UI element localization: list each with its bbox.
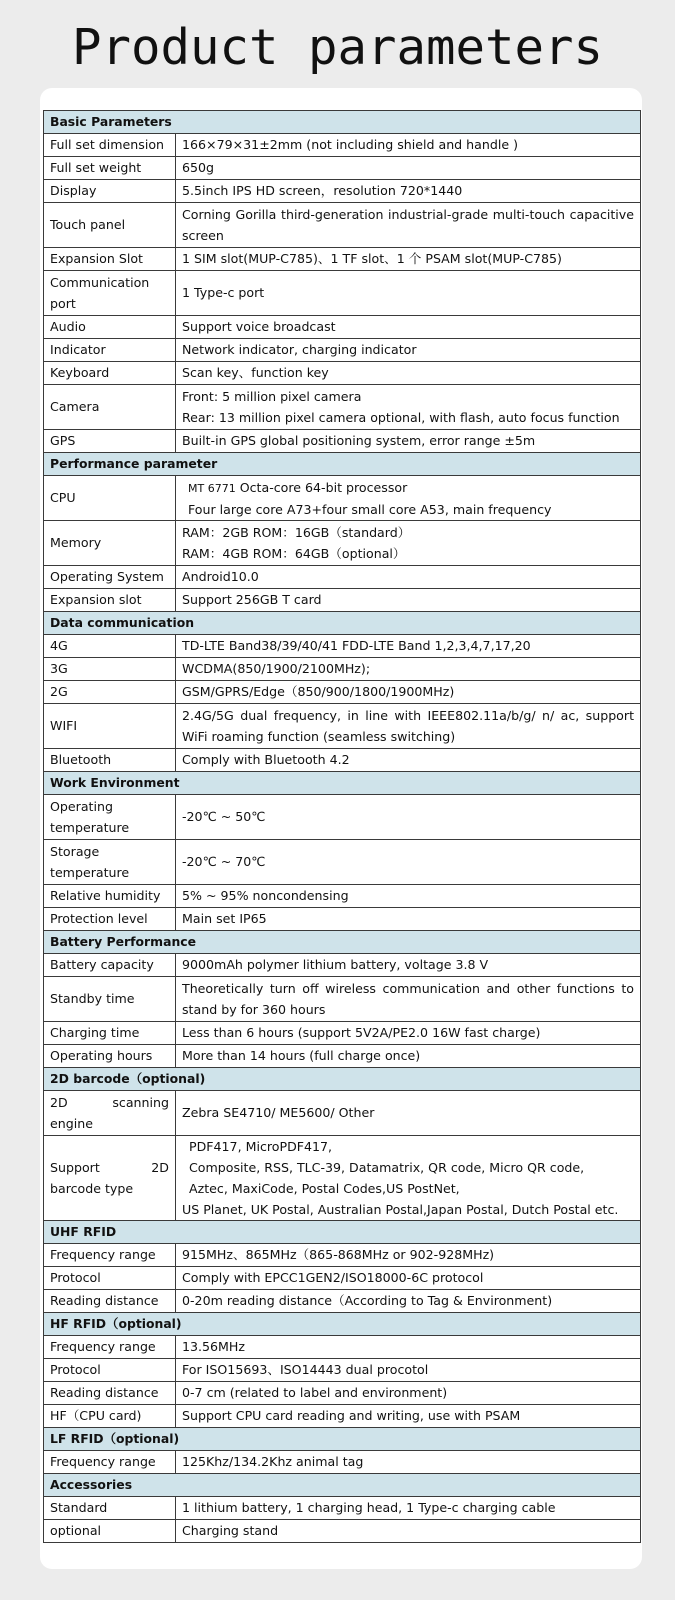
row-value: Main set IP65 <box>176 908 641 931</box>
row-label: Reading distance <box>44 1290 176 1313</box>
table-row <box>44 1022 641 1045</box>
row-value: 1 lithium battery, 1 charging head, 1 Type-c charging cable <box>176 1497 641 1520</box>
row-value: 1 Type-c port <box>176 271 641 316</box>
section-header <box>44 772 641 795</box>
row-label: Audio <box>44 316 176 339</box>
cpu-desc: Octa-core 64-bit processor <box>235 479 408 495</box>
section-title: Work Environment <box>44 772 641 795</box>
section-header <box>44 1068 641 1091</box>
table-row <box>44 203 641 248</box>
row-value: Less than 6 hours (support 5V2A/PE2.0 16W fast charge) <box>176 1022 641 1045</box>
table-row <box>44 1136 641 1221</box>
table-row <box>44 749 641 772</box>
value-line: Rear: 13 million pixel camera optional, with flash, auto focus function <box>182 410 620 425</box>
table-row <box>44 316 641 339</box>
table-row <box>44 521 641 566</box>
table-row <box>44 1244 641 1267</box>
row-label: CPU <box>44 476 176 521</box>
section-header <box>44 453 641 476</box>
table-row <box>44 908 641 931</box>
value-line <box>188 477 634 499</box>
row-label: Storage temperature <box>44 840 176 885</box>
row-label: Bluetooth <box>44 749 176 772</box>
row-value: More than 14 hours (full charge once) <box>176 1045 641 1068</box>
row-label: 2G <box>44 681 176 704</box>
row-label: Frequency range <box>44 1451 176 1474</box>
table-row <box>44 1359 641 1382</box>
row-value: Zebra SE4710/ ME5600/ Other <box>176 1091 641 1136</box>
section-title: Basic Parameters <box>44 111 641 134</box>
row-label: Expansion Slot <box>44 248 176 271</box>
section-title: 2D barcode（optional) <box>44 1068 641 1091</box>
table-row <box>44 271 641 316</box>
row-value: Scan key、function key <box>176 362 641 385</box>
table-row <box>44 589 641 612</box>
value-line: RAM：2GB ROM：16GB（standard） <box>182 525 411 540</box>
section-title: Battery Performance <box>44 931 641 954</box>
section-title: Data communication <box>44 612 641 635</box>
table-row <box>44 430 641 453</box>
row-label: Protection level <box>44 908 176 931</box>
spec-table <box>43 110 641 1543</box>
table-row <box>44 180 641 203</box>
row-label: Memory <box>44 521 176 566</box>
table-row <box>44 1497 641 1520</box>
row-value: 9000mAh polymer lithium battery, voltage 3.8 V <box>176 954 641 977</box>
table-row <box>44 704 641 749</box>
row-value <box>176 385 641 430</box>
section-title: HF RFID（optional) <box>44 1313 641 1336</box>
row-label: optional <box>44 1520 176 1543</box>
row-label: Relative humidity <box>44 885 176 908</box>
row-value: Corning Gorilla third-generation industrial-grade multi-touch capacitive screen <box>176 203 641 248</box>
row-label: Charging time <box>44 1022 176 1045</box>
table-row <box>44 840 641 885</box>
row-value: GSM/GPRS/Edge（850/900/1800/1900MHz) <box>176 681 641 704</box>
value-line: Composite, RSS, TLC-39, Datamatrix, QR code, Micro QR code, <box>189 1160 585 1175</box>
row-value: -20℃ ~ 50℃ <box>176 795 641 840</box>
value-line: Aztec, MaxiCode, Postal Codes,US PostNet, <box>189 1181 460 1196</box>
table-row <box>44 134 641 157</box>
value-line: RAM：4GB ROM：64GB（optional） <box>182 546 406 561</box>
row-label: Protocol <box>44 1359 176 1382</box>
row-value <box>176 1136 641 1221</box>
page-title: Product parameters <box>71 19 603 76</box>
row-value: Support CPU card reading and writing, use with PSAM <box>176 1405 641 1428</box>
row-value: 1 SIM slot(MUP-C785)、1 TF slot、1 个 PSAM slot(MUP-C785) <box>176 248 641 271</box>
table-row <box>44 1091 641 1136</box>
row-value: 5.5inch IPS HD screen，resolution 720*1440 <box>176 180 641 203</box>
row-value: Support voice broadcast <box>176 316 641 339</box>
row-label: Display <box>44 180 176 203</box>
row-value: For ISO15693、ISO14443 dual procotol <box>176 1359 641 1382</box>
table-row <box>44 885 641 908</box>
table-row <box>44 1405 641 1428</box>
row-label: Operating hours <box>44 1045 176 1068</box>
row-value: 125Khz/134.2Khz animal tag <box>176 1451 641 1474</box>
section-title: Performance parameter <box>44 453 641 476</box>
row-value: 5% ~ 95% noncondensing <box>176 885 641 908</box>
section-header <box>44 931 641 954</box>
row-label: Touch panel <box>44 203 176 248</box>
row-label: WIFI <box>44 704 176 749</box>
row-label: Expansion slot <box>44 589 176 612</box>
table-row <box>44 635 641 658</box>
table-row <box>44 1451 641 1474</box>
table-row <box>44 1045 641 1068</box>
table-row <box>44 1382 641 1405</box>
row-value: Built-in GPS global positioning system, error range ±5m <box>176 430 641 453</box>
row-label: Protocol <box>44 1267 176 1290</box>
row-value: Comply with Bluetooth 4.2 <box>176 749 641 772</box>
row-label: Keyboard <box>44 362 176 385</box>
row-label: Standby time <box>44 977 176 1022</box>
row-label: Standard <box>44 1497 176 1520</box>
row-label: HF（CPU card) <box>44 1405 176 1428</box>
row-value: Charging stand <box>176 1520 641 1543</box>
table-row <box>44 1267 641 1290</box>
section-header <box>44 612 641 635</box>
value-line: PDF417, MicroPDF417, <box>189 1139 333 1154</box>
row-label: Frequency range <box>44 1244 176 1267</box>
row-value: TD-LTE Band38/39/40/41 FDD-LTE Band 1,2,3,4,7,17,20 <box>176 635 641 658</box>
row-value: Network indicator, charging indicator <box>176 339 641 362</box>
row-label: GPS <box>44 430 176 453</box>
table-row <box>44 795 641 840</box>
table-row <box>44 157 641 180</box>
row-label: 2D scanning engine <box>44 1091 176 1136</box>
value-line: Front: 5 million pixel camera <box>182 389 362 404</box>
section-header <box>44 111 641 134</box>
row-value: 13.56MHz <box>176 1336 641 1359</box>
table-row <box>44 566 641 589</box>
table-row <box>44 362 641 385</box>
table-row <box>44 1290 641 1313</box>
table-row <box>44 1520 641 1543</box>
row-value: 2.4G/5G dual frequency, in line with IEEE802.11a/b/g/ n/ ac, support WiFi roaming function (seamless switching) <box>176 704 641 749</box>
table-row <box>44 658 641 681</box>
row-label: Camera <box>44 385 176 430</box>
row-label: Operating temperature <box>44 795 176 840</box>
value-line: Four large core A73+four small core A53, main frequency <box>188 501 552 517</box>
table-row <box>44 248 641 271</box>
section-title: UHF RFID <box>44 1221 641 1244</box>
row-label: 3G <box>44 658 176 681</box>
row-label: Reading distance <box>44 1382 176 1405</box>
table-row <box>44 681 641 704</box>
row-label: Indicator <box>44 339 176 362</box>
section-header <box>44 1313 641 1336</box>
table-row <box>44 339 641 362</box>
row-label: Full set weight <box>44 157 176 180</box>
cpu-model: MT 6771 <box>188 481 236 495</box>
row-label: Frequency range <box>44 1336 176 1359</box>
row-label: Full set dimension <box>44 134 176 157</box>
row-value: 0-20m reading distance（According to Tag & Environment) <box>176 1290 641 1313</box>
table-row <box>44 385 641 430</box>
row-value: WCDMA(850/1900/2100MHz); <box>176 658 641 681</box>
section-header <box>44 1221 641 1244</box>
row-label: Support 2D barcode type <box>44 1136 176 1221</box>
row-label: Operating System <box>44 566 176 589</box>
row-label: 4G <box>44 635 176 658</box>
row-value: Android10.0 <box>176 566 641 589</box>
row-value <box>176 476 641 521</box>
section-title: LF RFID（optional) <box>44 1428 641 1451</box>
section-title: Accessories <box>44 1474 641 1497</box>
row-label: Battery capacity <box>44 954 176 977</box>
table-row <box>44 954 641 977</box>
table-row <box>44 476 641 521</box>
row-value: 0-7 cm (related to label and environment) <box>176 1382 641 1405</box>
row-value: 166×79×31±2mm (not including shield and handle ) <box>176 134 641 157</box>
row-value: Comply with EPCC1GEN2/ISO18000-6C protocol <box>176 1267 641 1290</box>
row-value: 915MHz、865MHz（865-868MHz or 902-928MHz) <box>176 1244 641 1267</box>
row-value: Theoretically turn off wireless communication and other functions to stand by for 360 hours <box>176 977 641 1022</box>
row-value <box>176 521 641 566</box>
value-line: US Planet, UK Postal, Australian Postal,Japan Postal, Dutch Postal etc. <box>182 1202 619 1217</box>
row-label: Communication port <box>44 271 176 316</box>
row-value: -20℃ ~ 70℃ <box>176 840 641 885</box>
row-value: 650g <box>176 157 641 180</box>
table-row <box>44 1336 641 1359</box>
table-row <box>44 977 641 1022</box>
section-header <box>44 1428 641 1451</box>
row-value: Support 256GB T card <box>176 589 641 612</box>
section-header <box>44 1474 641 1497</box>
